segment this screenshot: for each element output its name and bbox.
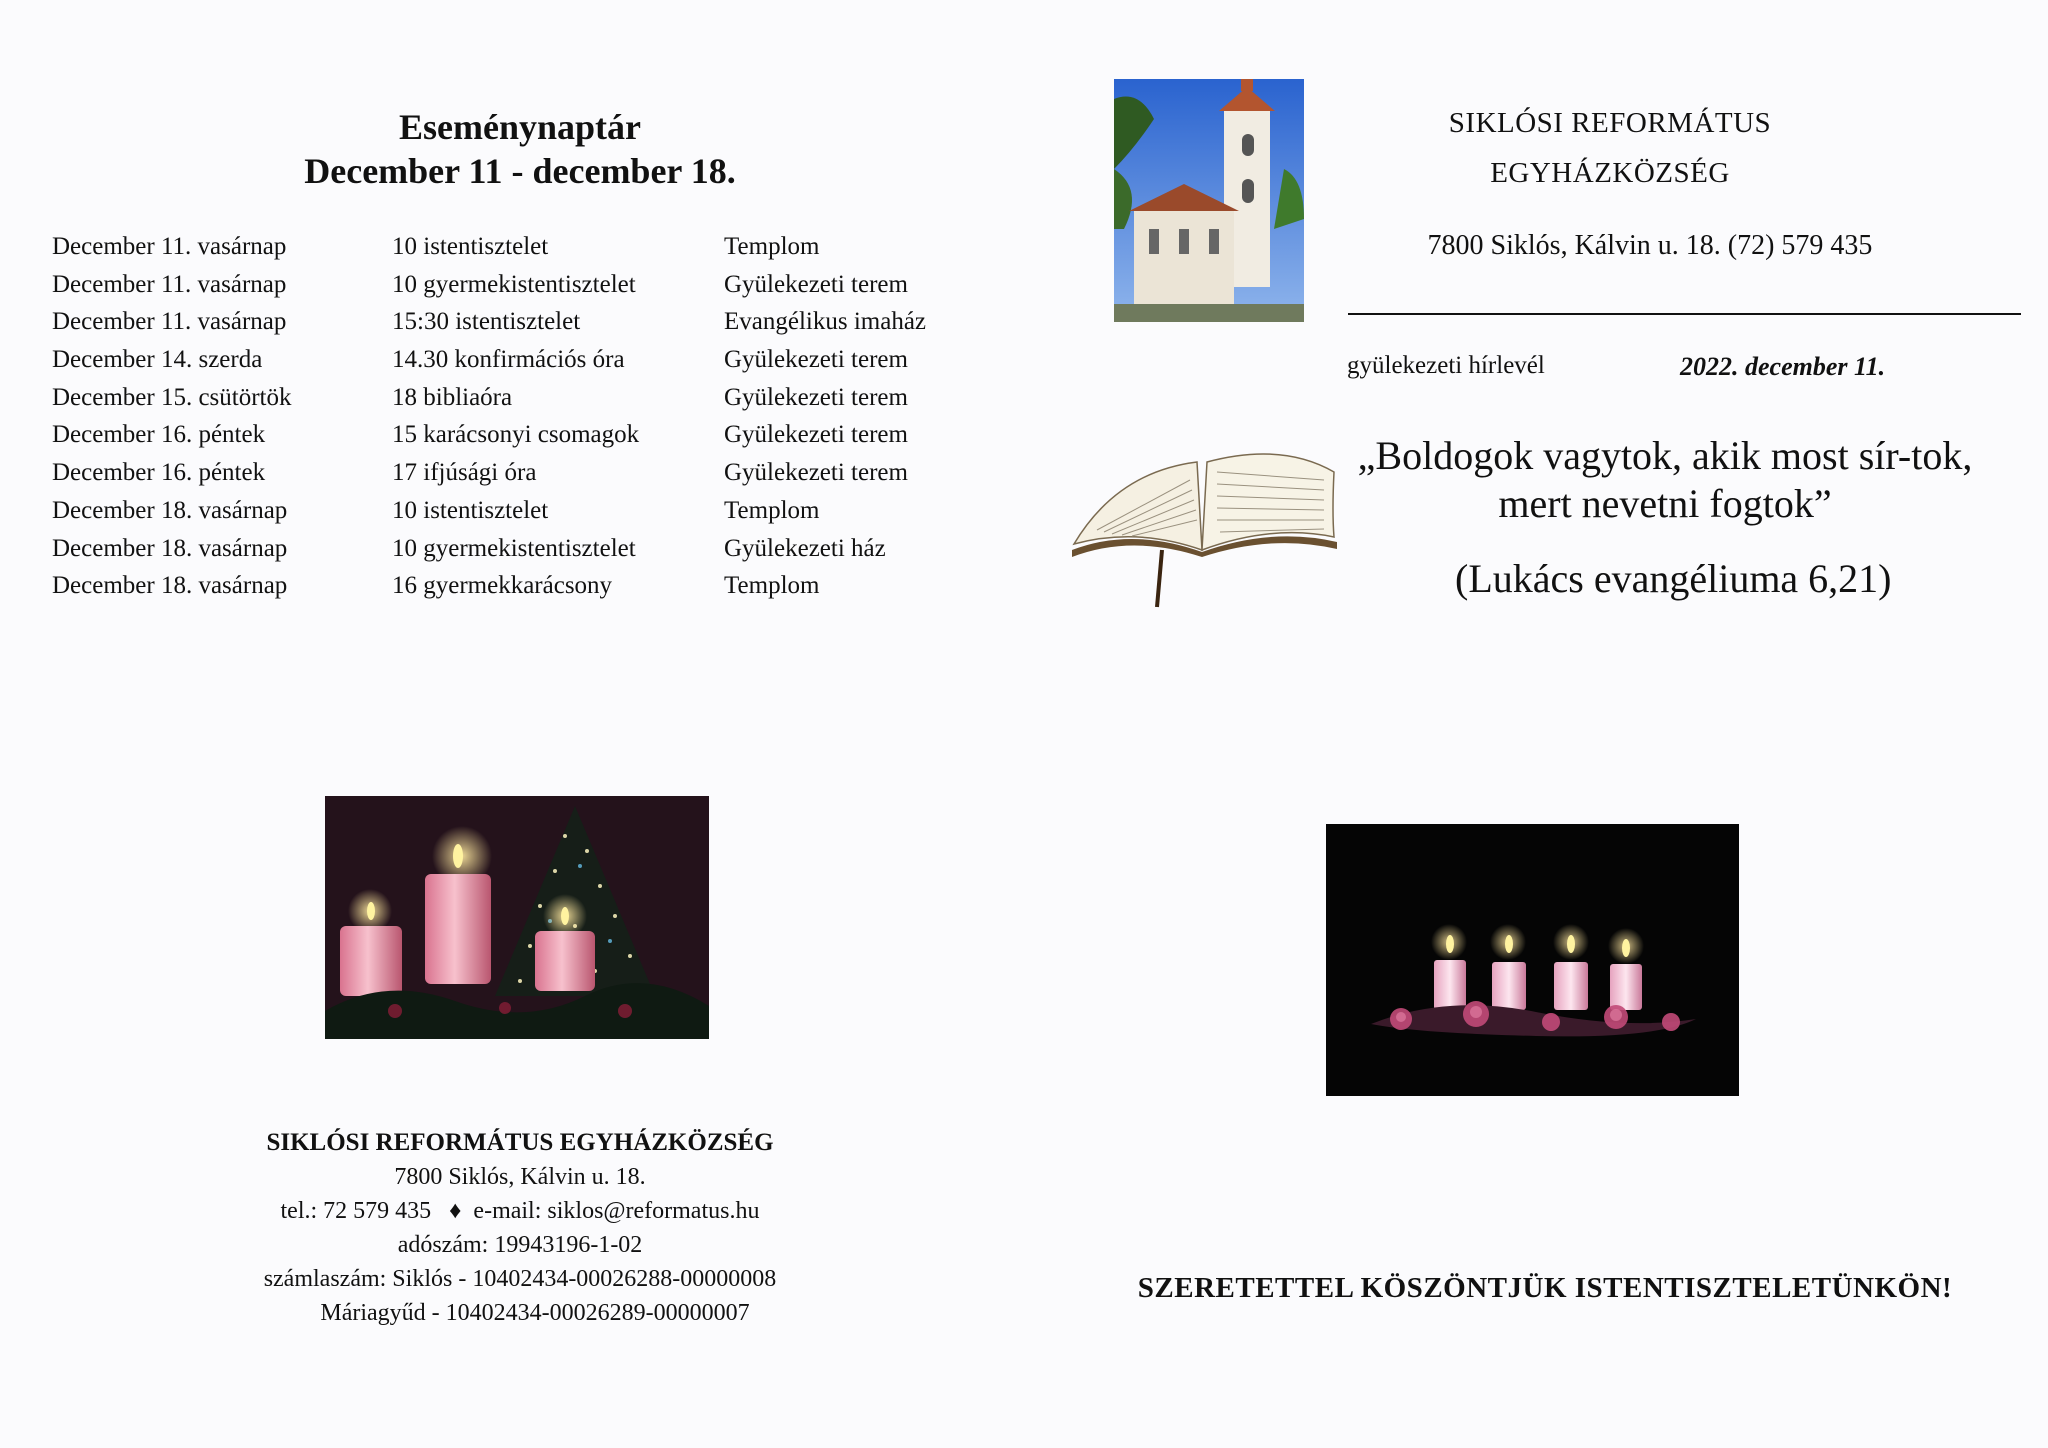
event-place: Gyülekezeti terem [724, 346, 908, 374]
event-time-name: 18 bibliaóra [392, 383, 513, 411]
header-divider [1348, 313, 2021, 315]
event-time-name: 10 istentisztelet [392, 496, 549, 524]
event-time-name: 10 gyermekistentisztelet [392, 534, 636, 562]
event-place: Gyülekezeti terem [724, 421, 908, 449]
event-place: Gyülekezeti ház [724, 534, 886, 562]
event-date: December 14. szerda [52, 346, 263, 374]
event-date: December 18. vasárnap [52, 572, 288, 600]
event-row [52, 379, 1012, 417]
bible-icon [1062, 432, 1347, 612]
bible-verse-reference: (Lukács evangéliuma 6,21) [1455, 556, 1892, 601]
event-time-name: 16 gyermekkarácsony [392, 572, 613, 600]
candles-tree-illustration [325, 796, 709, 1039]
advent-candles-tree-photo [325, 796, 709, 1039]
footer-phone: tel.: 72 579 435 [280, 1198, 432, 1224]
event-date: December 18. vasárnap [52, 496, 288, 524]
welcome-greeting: SZERETETTEL KÖSZÖNTJÜK ISTENTISZTELETÜNKÖN! [1137, 1272, 1953, 1304]
diamond-icon: ♦ [449, 1198, 462, 1224]
newsletter-label: gyülekezeti hírlevél [1347, 352, 1545, 379]
event-time-name: 15:30 istentisztelet [392, 308, 581, 336]
event-time-name: 17 ifjúsági óra [392, 459, 537, 487]
event-row [52, 492, 1012, 530]
open-bible-illustration [1062, 432, 1347, 612]
event-place: Evangélikus imaház [724, 308, 927, 336]
footer-address: 7800 Siklós, Kálvin u. 18. [394, 1164, 646, 1190]
event-row [52, 266, 1012, 304]
event-row [52, 303, 1012, 341]
footer-account-siklos: számlaszám: Siklós - 10402434-00026288-00000008 [263, 1266, 777, 1292]
bible-verse: „Boldogok vagytok, akik most sír-tok, mert nevetni fogtok” [1357, 433, 1973, 526]
footer-email[interactable]: e-mail: siklos@reformatus.hu [473, 1198, 760, 1224]
footer-contact-line [200, 1194, 840, 1228]
event-row [52, 416, 1012, 454]
calendar-title [230, 105, 810, 193]
event-row [52, 228, 1012, 266]
church-name-line2: EGYHÁZKÖZSÉG [1490, 157, 1730, 189]
church-name [1370, 98, 1850, 198]
calendar-heading: Eseménynaptár [399, 107, 641, 147]
event-place: Gyülekezeti terem [724, 383, 908, 411]
church-address: 7800 Siklós, Kálvin u. 18. (72) 579 435 [1427, 230, 1873, 261]
event-date: December 16. péntek [52, 459, 266, 487]
event-row [52, 567, 1012, 605]
event-place: Templom [724, 572, 820, 600]
event-date: December 18. vasárnap [52, 534, 288, 562]
event-date: December 11. vasárnap [52, 233, 287, 260]
footer-tax-number: adószám: 19943196-1-02 [397, 1232, 643, 1258]
event-date: December 15. csütörtök [52, 383, 292, 411]
event-time-name: 10 gyermekistentisztelet [392, 270, 636, 298]
event-date: December 11. vasárnap [52, 270, 287, 298]
church-illustration [1114, 79, 1304, 322]
event-date: December 16. péntek [52, 421, 266, 449]
event-row [52, 530, 1012, 568]
event-time-name: 10 istentisztelet [392, 233, 549, 260]
event-row [52, 341, 1012, 379]
church-name-line1: SIKLÓSI REFORMÁTUS [1448, 107, 1772, 139]
event-place: Templom [724, 233, 820, 260]
event-place: Gyülekezeti terem [724, 459, 908, 487]
event-date: December 11. vasárnap [52, 308, 287, 336]
footer-account-mariagyud: Máriagyűd - 10402434-00026289-00000007 [320, 1300, 750, 1326]
event-time-name: 14.30 konfirmációs óra [392, 346, 625, 374]
advent-wreath-photo [1326, 824, 1739, 1096]
advent-candles-illustration [1326, 824, 1739, 1096]
newsletter-date: 2022. december 11. [1680, 352, 1886, 381]
calendar-date-range: December 11 - december 18. [304, 151, 736, 191]
footer-org-name: SIKLÓSI REFORMÁTUS EGYHÁZKÖZSÉG [266, 1129, 774, 1156]
contact-footer [200, 1126, 840, 1330]
event-place: Templom [724, 496, 820, 524]
event-row [52, 454, 1012, 492]
events-table [52, 228, 1012, 605]
event-time-name: 15 karácsonyi csomagok [392, 421, 640, 449]
church-photo [1114, 79, 1304, 322]
event-place: Gyülekezeti terem [724, 270, 908, 298]
